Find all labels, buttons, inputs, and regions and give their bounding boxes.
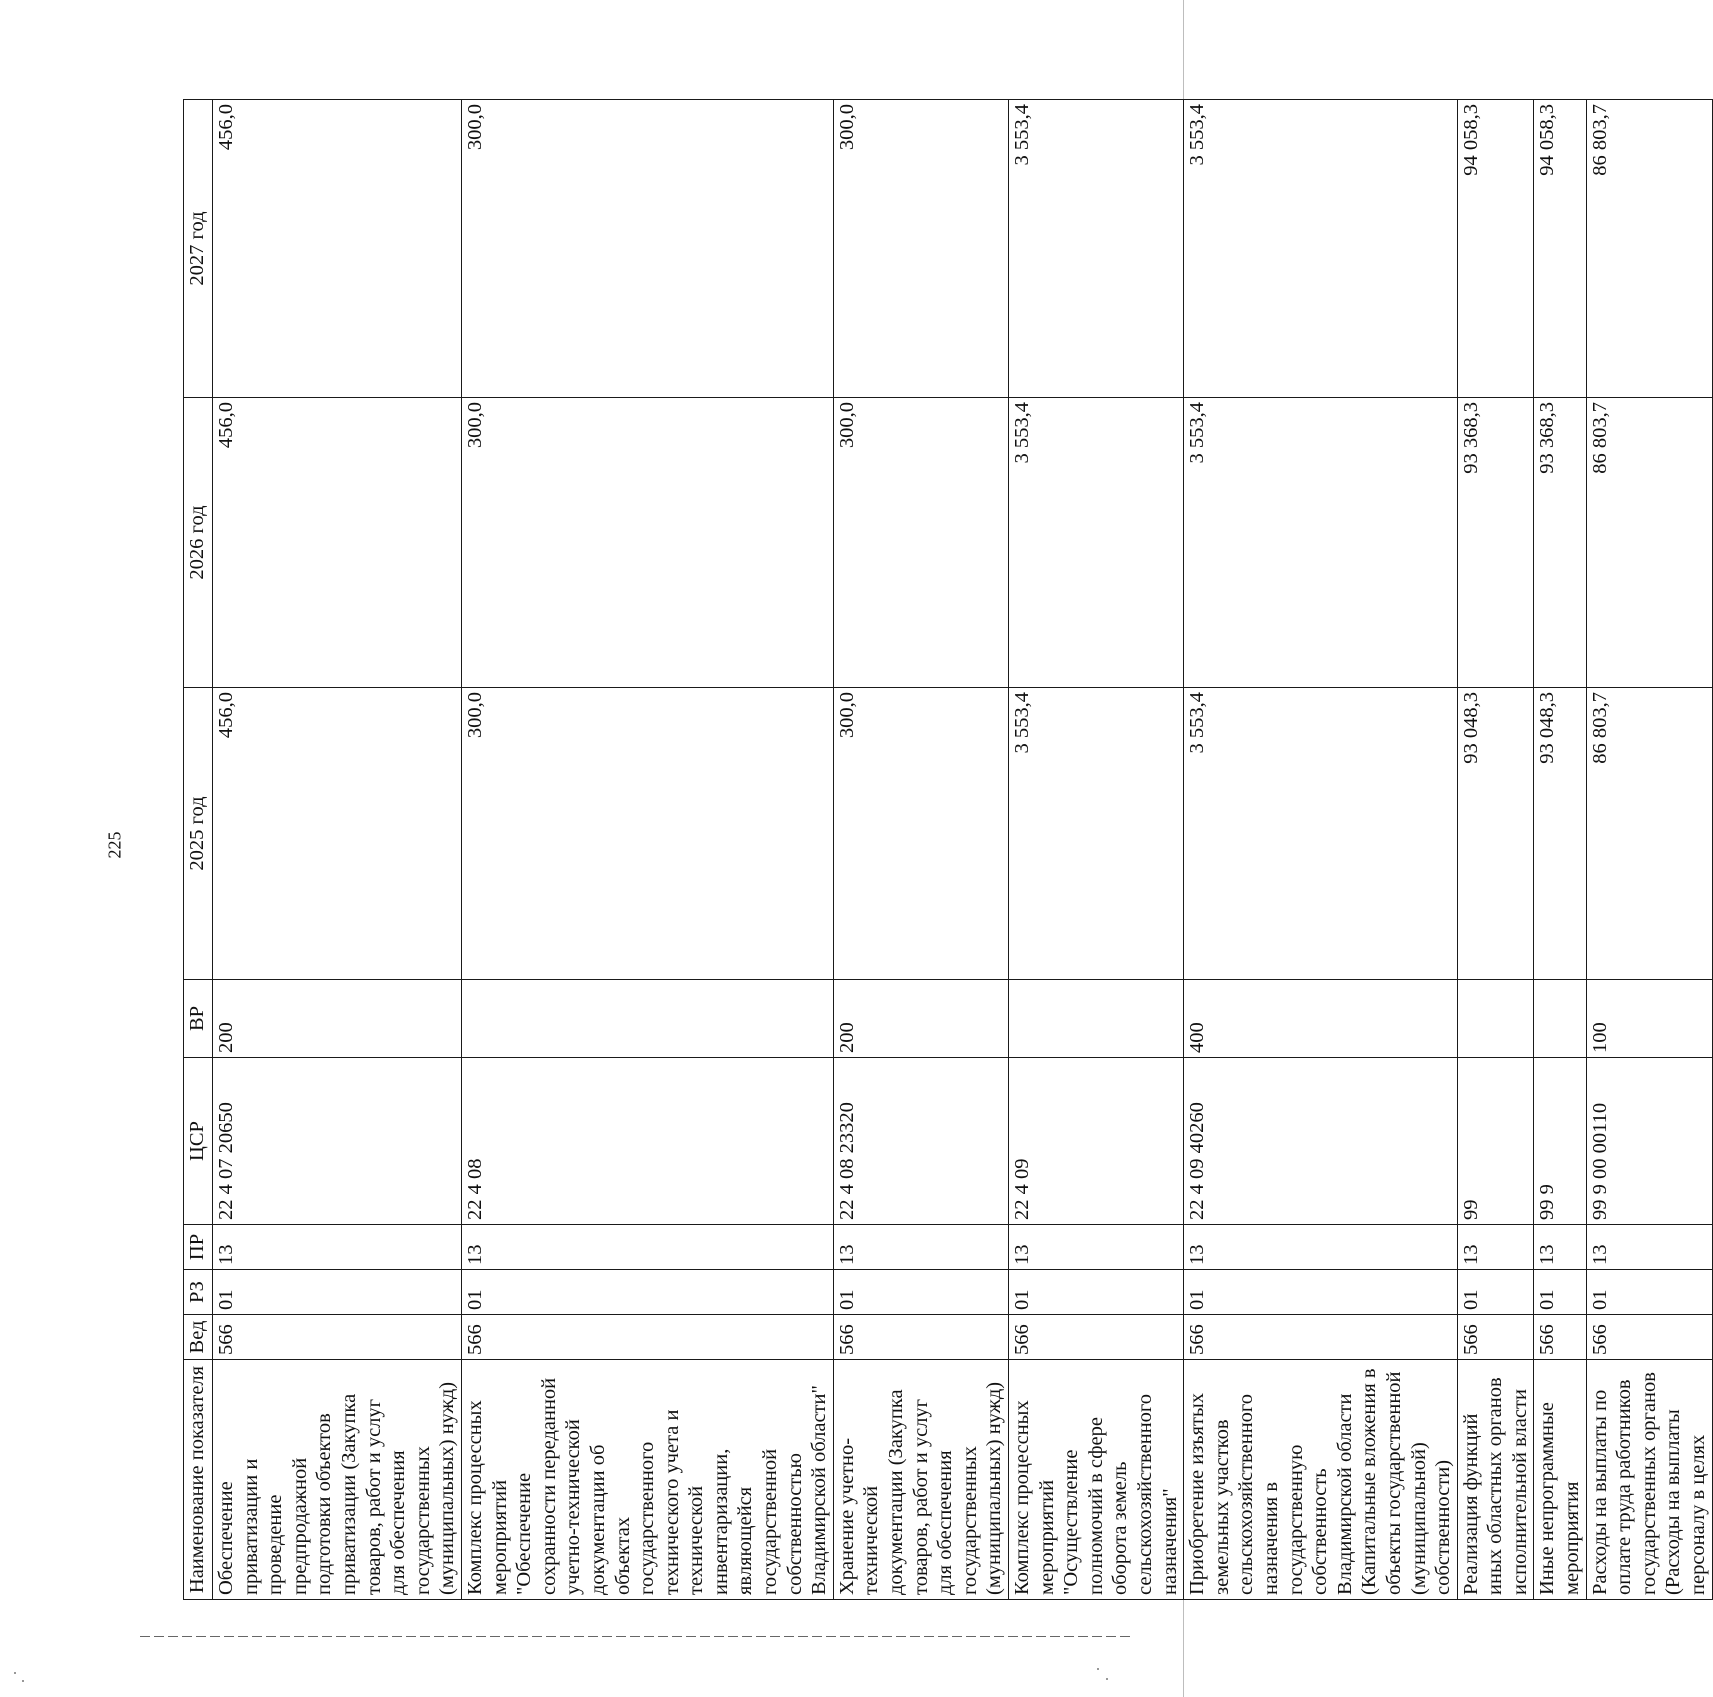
row-pr: 13 (1534, 1225, 1586, 1270)
column-header-ved: Вед (184, 1315, 213, 1360)
row-rz: 01 (1184, 1270, 1458, 1315)
table-row (1586, 100, 1712, 1600)
row-value-2025: 300,0 (461, 688, 833, 980)
row-vr (1534, 980, 1586, 1058)
row-value-2026: 86 803,7 (1586, 398, 1712, 688)
row-value-2027: 3 553,4 (1009, 100, 1184, 398)
row-value-2027: 3 553,4 (1184, 100, 1458, 398)
row-value-2026: 3 553,4 (1009, 398, 1184, 688)
row-pr: 13 (1457, 1225, 1534, 1270)
row-rz: 01 (1534, 1270, 1586, 1315)
row-csr: 22 4 07 20650 (213, 1058, 462, 1225)
row-name: Иные непрограммные мероприятия (1534, 1360, 1586, 1600)
row-rz: 01 (833, 1270, 1008, 1315)
budget-table (183, 99, 1713, 1600)
row-rz: 01 (1009, 1270, 1184, 1315)
row-pr: 13 (1586, 1225, 1712, 1270)
column-header-rz: РЗ (184, 1270, 213, 1315)
row-ved: 566 (833, 1315, 1008, 1360)
column-header-pr: ПР (184, 1225, 213, 1270)
row-csr: 99 9 (1534, 1058, 1586, 1225)
table-row (461, 100, 833, 1600)
table-row (1534, 100, 1586, 1600)
table-row (213, 100, 462, 1600)
row-value-2025: 86 803,7 (1586, 688, 1712, 980)
table-header-row (184, 100, 213, 1600)
row-rz: 01 (1457, 1270, 1534, 1315)
row-ved: 566 (461, 1315, 833, 1360)
row-value-2027: 94 058,3 (1534, 100, 1586, 398)
scan-speck (1097, 1668, 1099, 1670)
column-header-name: Наименование показателя (184, 1360, 213, 1600)
row-value-2026: 93 368,3 (1534, 398, 1586, 688)
row-name: Расходы на выплаты по оплате труда работников государственных органов (Расходы на выплаты персоналу в целях (1586, 1360, 1712, 1600)
table-row (1009, 100, 1184, 1600)
row-csr: 99 9 00 00110 (1586, 1058, 1712, 1225)
row-value-2027: 456,0 (213, 100, 462, 398)
row-name: Комплекс процессных мероприятий "Осуществление полномочий в сфере оборота земель сельскохозяйственного назначения" (1009, 1360, 1184, 1600)
row-value-2025: 93 048,3 (1534, 688, 1586, 980)
row-name: Приобретение изъятых земельных участков сельскохозяйственного назначения в государственную собственность Владимирской области (Капитальные вложения в объекты государственной (муниципальной) собственности) (1184, 1360, 1458, 1600)
column-header-2026: 2026 год (184, 398, 213, 688)
row-vr: 400 (1184, 980, 1458, 1058)
row-ved: 566 (1457, 1315, 1534, 1360)
row-value-2025: 3 553,4 (1009, 688, 1184, 980)
row-pr: 13 (833, 1225, 1008, 1270)
rotated-table-container (183, 100, 1710, 1600)
row-value-2027: 86 803,7 (1586, 100, 1712, 398)
column-header-2027: 2027 год (184, 100, 213, 398)
column-header-2025: 2025 год (184, 688, 213, 980)
row-value-2027: 300,0 (461, 100, 833, 398)
row-name: Реализация функций иных областных органов исполнительной власти (1457, 1360, 1534, 1600)
row-value-2027: 94 058,3 (1457, 100, 1534, 398)
row-pr: 13 (213, 1225, 462, 1270)
row-csr: 22 4 08 23320 (833, 1058, 1008, 1225)
table-row (1457, 100, 1534, 1600)
row-rz: 01 (213, 1270, 462, 1315)
row-value-2026: 300,0 (833, 398, 1008, 688)
row-vr: 200 (213, 980, 462, 1058)
scan-speck (1106, 1678, 1108, 1680)
row-value-2026: 93 368,3 (1457, 398, 1534, 688)
row-value-2027: 300,0 (833, 100, 1008, 398)
row-csr: 22 4 09 40260 (1184, 1058, 1458, 1225)
row-name: Обеспечение приватизации и проведение предпродажной подготовки объектов приватизации (Закупка товаров, работ и услуг для обеспечения государственных (муниципальных) нужд) (213, 1360, 462, 1600)
row-vr (461, 980, 833, 1058)
row-value-2026: 300,0 (461, 398, 833, 688)
scan-speck (14, 1672, 16, 1674)
scan-fold-line (140, 1636, 1130, 1637)
row-name: Хранение учетно-технической документации (Закупка товаров, работ и услуг для обеспечения государственных (муниципальных) нужд) (833, 1360, 1008, 1600)
row-rz: 01 (461, 1270, 833, 1315)
row-value-2025: 93 048,3 (1457, 688, 1534, 980)
row-name: Комплекс процессных мероприятий "Обеспечение сохранности переданной учетно-технической документации об объектах государственного технического учета и технической инвентаризации, являющейся государственной собственностью Владимирской области" (461, 1360, 833, 1600)
row-csr: 22 4 08 (461, 1058, 833, 1225)
table-row (833, 100, 1008, 1600)
row-csr: 99 (1457, 1058, 1534, 1225)
row-pr: 13 (1009, 1225, 1184, 1270)
row-ved: 566 (1184, 1315, 1458, 1360)
row-value-2025: 456,0 (213, 688, 462, 980)
row-pr: 13 (461, 1225, 833, 1270)
row-vr (1009, 980, 1184, 1058)
row-vr (1457, 980, 1534, 1058)
row-pr: 13 (1184, 1225, 1458, 1270)
row-ved: 566 (1586, 1315, 1712, 1360)
table-row (1184, 100, 1458, 1600)
row-ved: 566 (1009, 1315, 1184, 1360)
row-ved: 566 (213, 1315, 462, 1360)
scan-speck (22, 1680, 24, 1682)
row-value-2026: 456,0 (213, 398, 462, 688)
row-vr: 100 (1586, 980, 1712, 1058)
row-vr: 200 (833, 980, 1008, 1058)
row-value-2025: 300,0 (833, 688, 1008, 980)
row-value-2025: 3 553,4 (1184, 688, 1458, 980)
row-ved: 566 (1534, 1315, 1586, 1360)
row-value-2026: 3 553,4 (1184, 398, 1458, 688)
page-number: 225 (104, 831, 125, 859)
row-csr: 22 4 09 (1009, 1058, 1184, 1225)
row-rz: 01 (1586, 1270, 1712, 1315)
column-header-csr: ЦСР (184, 1058, 213, 1225)
column-header-vr: ВР (184, 980, 213, 1058)
